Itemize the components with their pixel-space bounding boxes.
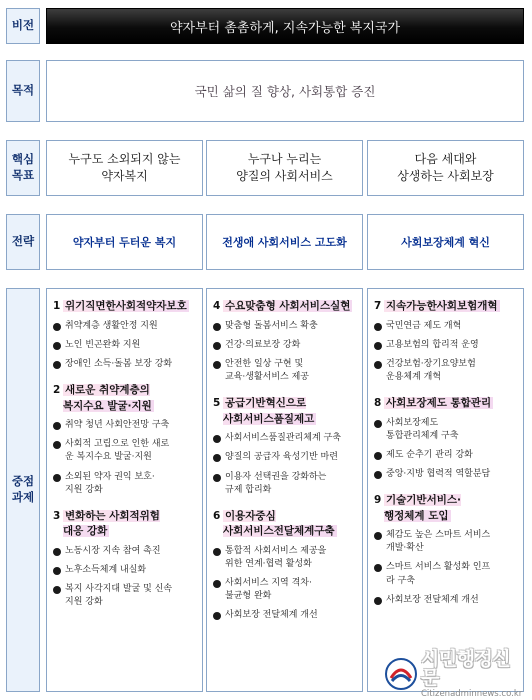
label-purpose-text: 목적 <box>11 83 35 98</box>
task-group-number: 7 <box>374 300 382 312</box>
task-item <box>374 417 519 443</box>
task-item <box>53 471 198 497</box>
strategy-text-1: 약자부터 두터운 복지 <box>72 236 177 249</box>
task-group-title <box>374 299 519 315</box>
label-strategy <box>6 214 40 270</box>
bullet-icon <box>53 323 61 331</box>
task-group-number: 3 <box>53 509 61 522</box>
task-group-number: 5 <box>213 396 221 409</box>
bullet-icon <box>374 532 382 540</box>
task-item-text: 사회보장제도 통합관리체계 구축 <box>386 417 459 441</box>
task-group-1 <box>53 299 198 371</box>
bullet-icon <box>374 471 382 479</box>
task-group-title <box>374 493 519 525</box>
bullet-icon <box>53 441 61 449</box>
task-group-title-text: 공급기반혁신으로 사회서비스품질제고 <box>223 396 315 425</box>
task-item <box>374 561 519 587</box>
task-group-title <box>213 396 358 428</box>
task-group-number: 2 <box>53 383 61 396</box>
task-item-text: 체감도 높은 스마트 서비스 개발·확산 <box>386 530 491 554</box>
task-item-text: 노후소득체계 내실화 <box>65 565 147 576</box>
task-item <box>374 449 519 462</box>
bullet-icon <box>53 567 61 575</box>
task-group-number: 8 <box>374 396 382 409</box>
bullet-icon <box>53 342 61 350</box>
task-item <box>53 583 198 609</box>
bullet-icon <box>213 454 221 462</box>
task-item-text: 건강보험·장기요양보험 운용체계 개혁 <box>386 358 476 382</box>
task-item <box>213 320 358 333</box>
task-item-text: 안전한 일상 구현 및 교육·생활서비스 제공 <box>225 358 309 382</box>
task-item <box>53 438 198 464</box>
task-group-number: 1 <box>53 300 61 312</box>
task-item-text: 복지 사각지대 발굴 및 신속 지원 강화 <box>65 584 173 608</box>
watermark-name: 시민행정신문 <box>421 647 511 689</box>
label-vision <box>6 8 40 44</box>
task-item-text: 취약계층 생활안정 지원 <box>65 320 158 331</box>
task-item-text: 사회적 고립으로 인한 새로 운 복지수요 발굴·지원 <box>65 439 170 463</box>
task-group-8 <box>374 396 519 481</box>
task-item-text: 노동시장 지속 참여 촉진 <box>65 546 161 557</box>
task-column-2 <box>206 288 363 692</box>
task-item-text: 맞춤형 돌봄서비스 확충 <box>225 320 318 331</box>
bullet-icon <box>374 342 382 350</box>
strategy-text-2: 전생애 사회서비스 고도화 <box>222 236 347 249</box>
task-item-text: 사회보장 전달체계 개선 <box>225 610 318 621</box>
bullet-icon <box>213 323 221 331</box>
task-item <box>213 358 358 384</box>
goal-box-2 <box>206 140 363 196</box>
bullet-icon <box>53 422 61 430</box>
task-item <box>53 320 198 333</box>
label-key-tasks <box>6 288 40 692</box>
goal-text-1: 누구도 소외되지 않는 약자복지 <box>68 151 181 183</box>
task-group-number: 4 <box>213 300 221 312</box>
vision-bar <box>46 8 524 44</box>
bullet-icon <box>374 452 382 460</box>
vision-text: 약자부터 촘촘하게, 지속가능한 복지국가 <box>169 20 400 36</box>
task-group-7 <box>374 299 519 384</box>
task-item-text: 건강·의료보장 강화 <box>225 339 301 350</box>
task-column-1 <box>46 288 203 692</box>
strategy-text-3: 사회보장체계 혁신 <box>401 236 490 249</box>
bullet-icon <box>213 361 221 369</box>
task-item-text: 사회서비스 지역 격차· 불균형 완화 <box>225 578 312 602</box>
task-column-3 <box>367 288 524 692</box>
task-group-title-text: 지속가능한사회보험개혁 <box>386 300 498 312</box>
task-item-text: 중앙·지방 협력적 역할분담 <box>386 468 491 479</box>
task-item <box>374 339 519 352</box>
task-item <box>374 468 519 481</box>
task-item-text: 양질의 공급자 육성기반 마련 <box>225 452 338 463</box>
task-item <box>53 358 198 371</box>
task-item-text: 장애인 소득·돌봄 보장 강화 <box>65 358 173 369</box>
task-item <box>374 529 519 555</box>
task-group-number: 9 <box>374 493 382 506</box>
label-core-goals <box>6 140 40 196</box>
task-group-9 <box>374 493 519 607</box>
task-item <box>53 339 198 352</box>
bullet-icon <box>213 580 221 588</box>
task-item <box>374 320 519 333</box>
label-strategy-text: 전략 <box>11 234 35 249</box>
purpose-box <box>46 60 524 122</box>
task-item-text: 취약 청년 사회안전망 구축 <box>65 420 170 431</box>
bullet-icon <box>53 474 61 482</box>
bullet-icon <box>213 474 221 482</box>
goal-box-1 <box>46 140 203 196</box>
bullet-icon <box>213 548 221 556</box>
task-item <box>213 545 358 571</box>
bullet-icon <box>374 361 382 369</box>
task-group-title-text: 변화하는 사회적위험 대응 강화 <box>63 509 160 538</box>
bullet-icon <box>374 564 382 572</box>
task-item <box>213 339 358 352</box>
task-group-5 <box>213 396 358 497</box>
task-group-6 <box>213 509 358 623</box>
task-group-2 <box>53 383 198 497</box>
task-item-text: 고용보험의 합리적 운영 <box>386 339 479 350</box>
task-item <box>213 432 358 445</box>
task-group-title <box>53 383 198 415</box>
goal-text-2: 누구나 누리는 양질의 사회서비스 <box>236 151 333 183</box>
task-item-text: 제도 순추기 관리 강화 <box>386 449 473 460</box>
bullet-icon <box>53 586 61 594</box>
task-item <box>374 594 519 607</box>
task-item-text: 사회보장 전달체계 개선 <box>386 594 479 605</box>
task-group-title-text: 수요맞춤형 사회서비스실현 <box>225 300 351 312</box>
bullet-icon <box>374 323 382 331</box>
task-item-text: 통합적 사회서비스 제공을 위한 연계·협력 활성화 <box>225 546 327 570</box>
task-group-title <box>213 509 358 541</box>
task-group-3 <box>53 509 198 610</box>
bullet-icon <box>213 435 221 443</box>
task-item-text: 소외된 약자 권익 보호· 지원 강화 <box>65 471 155 495</box>
label-key-tasks-text: 중점 과제 <box>11 474 35 504</box>
task-group-title-text: 새로운 취약계층의 복지수요 발굴·지원 <box>63 383 152 412</box>
task-item <box>213 577 358 603</box>
label-purpose <box>6 60 40 122</box>
task-item <box>213 451 358 464</box>
strategy-box-3 <box>367 214 524 270</box>
task-group-title <box>53 299 198 315</box>
purpose-text: 국민 삶의 질 향상, 사회통합 증진 <box>194 84 376 99</box>
goal-box-3 <box>367 140 524 196</box>
bullet-icon <box>213 612 221 620</box>
task-group-title-text: 이용자중심 사회서비스전달체계구축 <box>223 509 335 538</box>
task-item <box>213 609 358 622</box>
watermark-url: Citizenadminnews.co.kr <box>421 688 523 699</box>
task-group-title <box>213 299 358 315</box>
bullet-icon <box>374 420 382 428</box>
bullet-icon <box>213 342 221 350</box>
task-item <box>374 358 519 384</box>
task-item-text: 사회서비스품질관리체계 구축 <box>225 433 341 444</box>
bullet-icon <box>53 548 61 556</box>
task-group-title <box>374 396 519 412</box>
task-group-title-text: 기술기반서비스· 행정체계 도입 <box>384 493 461 522</box>
task-item-text: 이용자 선택권을 강화하는 규제 합리화 <box>225 471 327 495</box>
bullet-icon <box>53 361 61 369</box>
task-group-title-text: 위기직면한사회적약자보호 <box>65 300 187 312</box>
task-item <box>53 545 198 558</box>
task-group-4 <box>213 299 358 384</box>
label-vision-text: 비전 <box>11 18 35 33</box>
task-item-text: 노인 빈곤완화 지원 <box>65 339 141 350</box>
task-group-number: 6 <box>213 509 221 522</box>
task-item <box>53 419 198 432</box>
task-item <box>53 564 198 577</box>
strategy-box-1 <box>46 214 203 270</box>
bullet-icon <box>374 597 382 605</box>
task-group-title-text: 사회보장제도 통합관리 <box>386 396 492 409</box>
task-item-text: 국민연금 제도 개혁 <box>386 320 462 331</box>
task-item <box>213 471 358 497</box>
task-group-title <box>53 509 198 541</box>
strategy-box-2 <box>206 214 363 270</box>
task-item-text: 스마트 서비스 활성화 인프 라 구축 <box>386 562 491 586</box>
label-core-goals-text: 핵심 목표 <box>11 152 35 182</box>
goal-text-3: 다음 세대와 상생하는 사회보장 <box>397 151 494 183</box>
